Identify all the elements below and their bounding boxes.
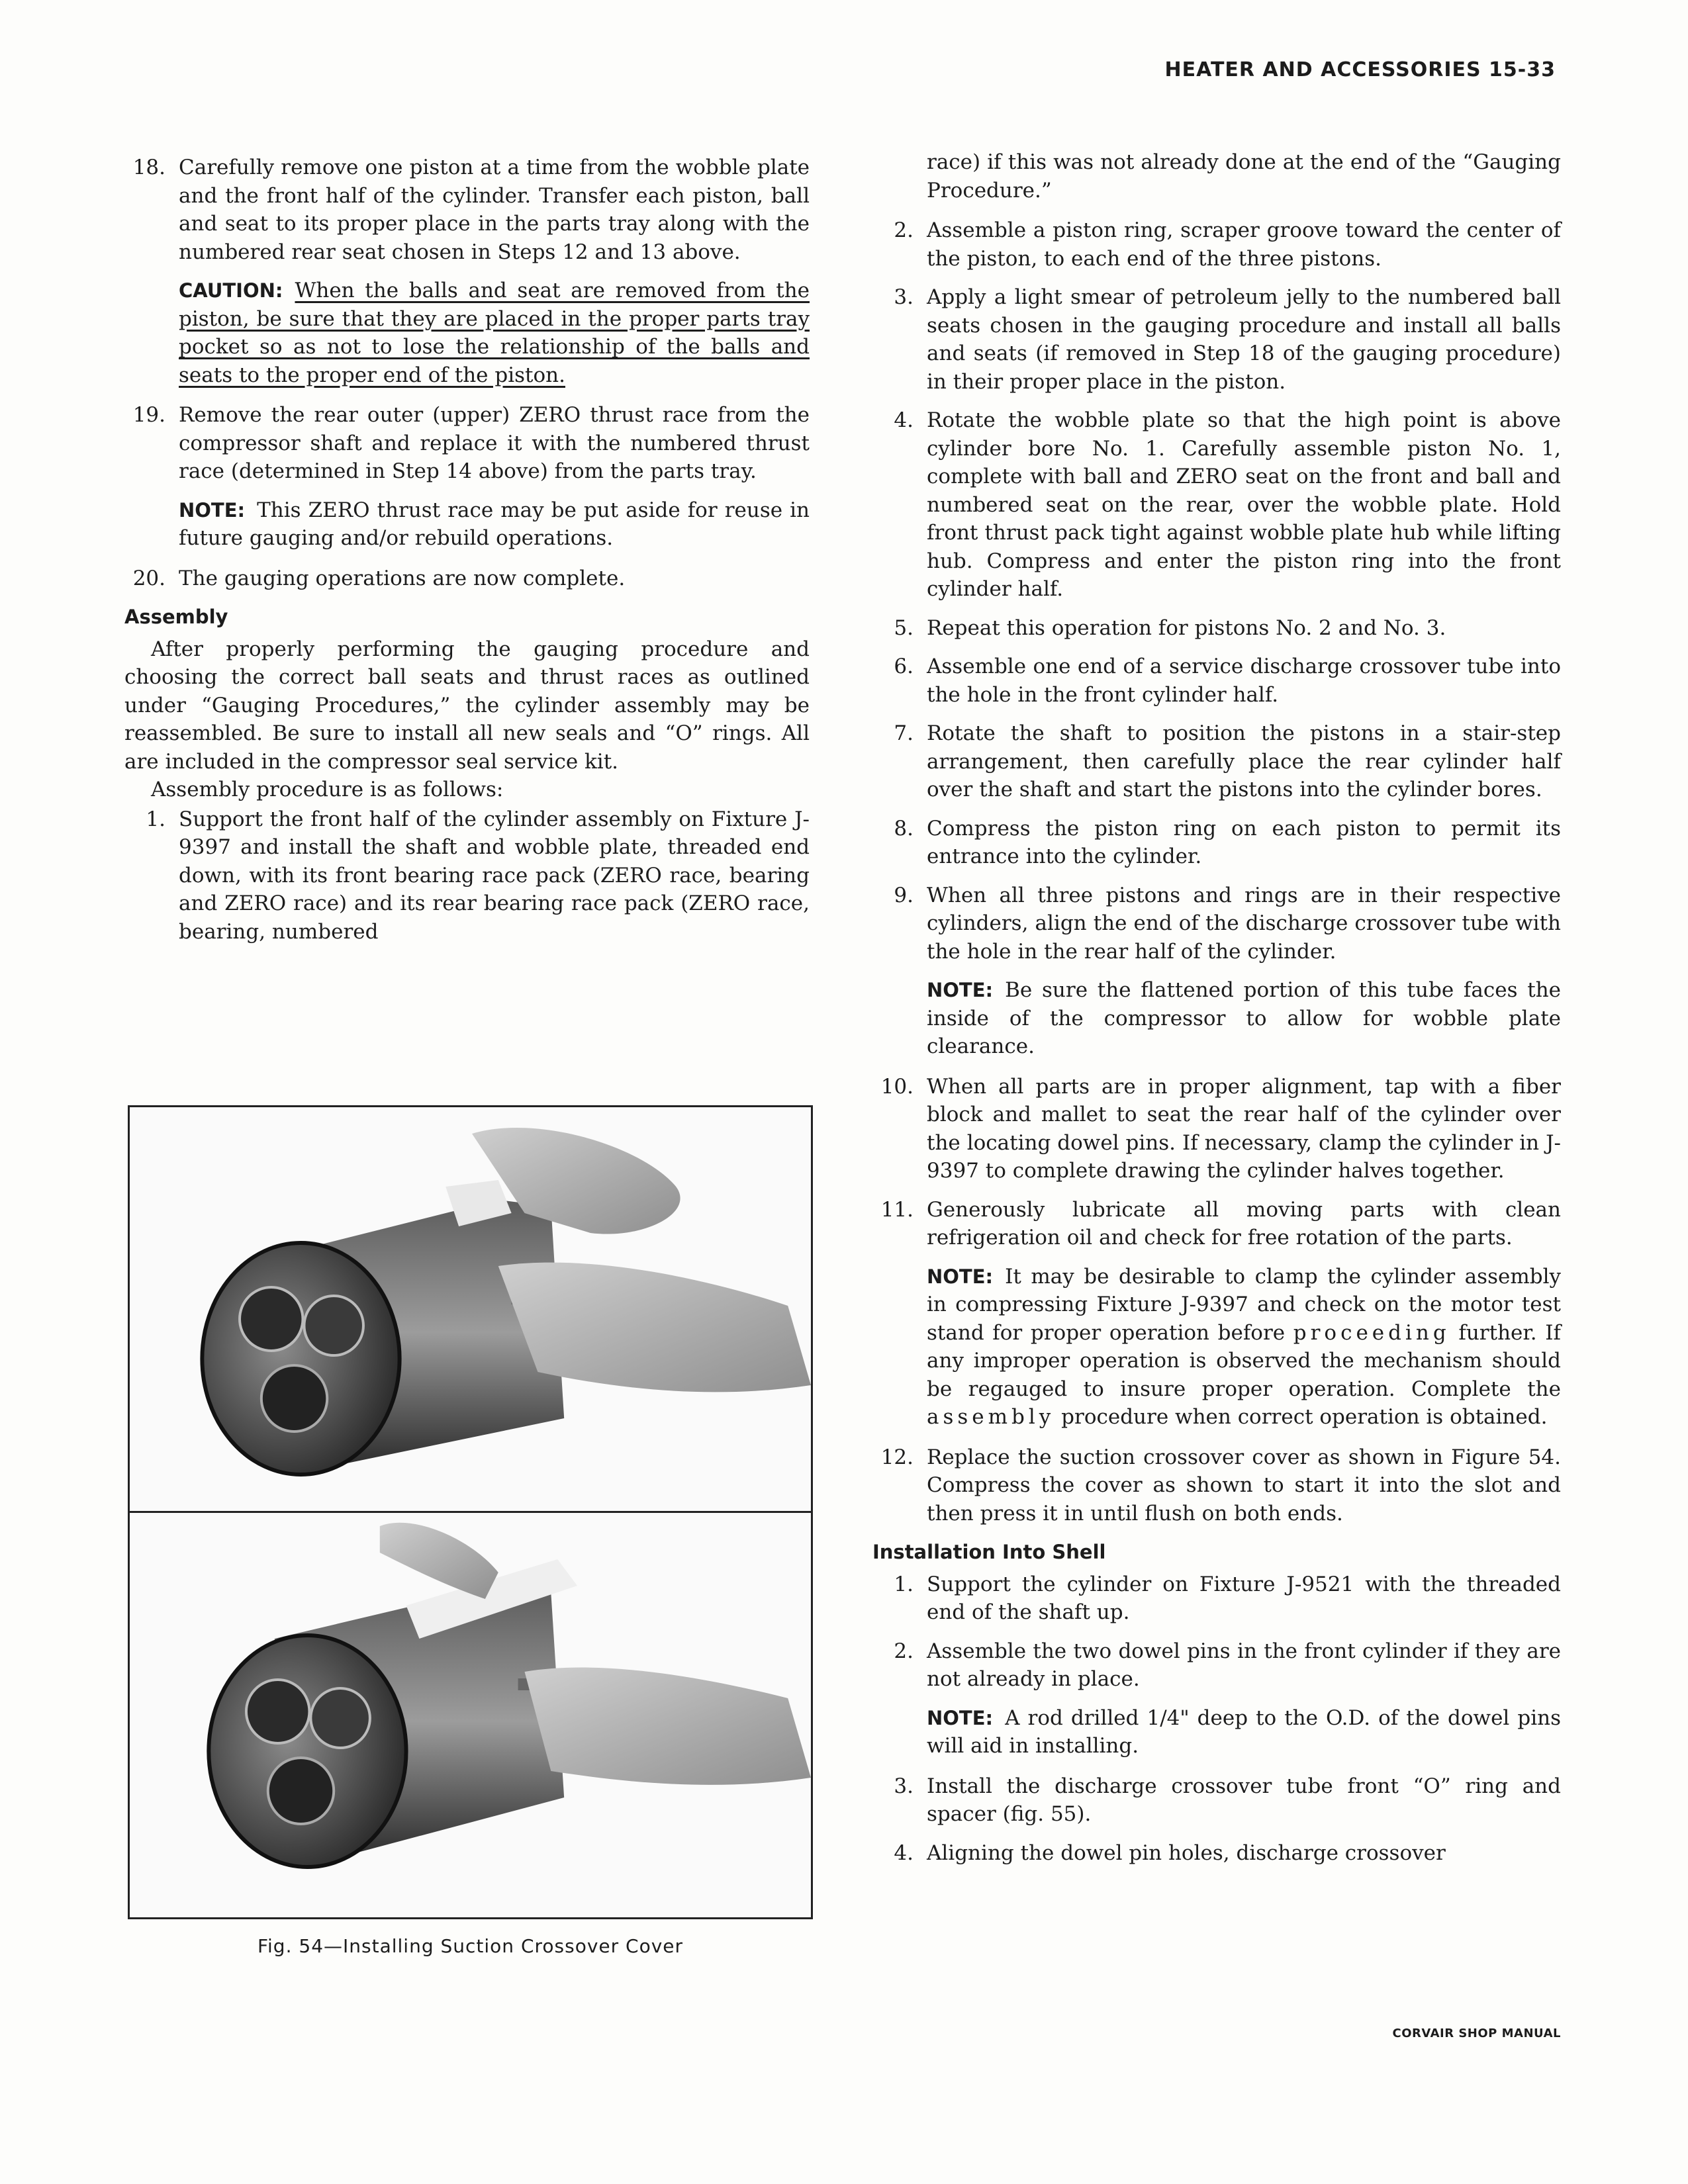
figure-caption: Fig. 54—Installing Suction Crossover Cover <box>257 1935 684 1957</box>
step-number: 3. <box>894 285 914 309</box>
left-column <box>124 154 810 956</box>
paragraph: After properly performing the gauging procedure and choosing the correct ball seats and thrust races as outlined under “Gauging Procedures,” the cylinder assembly may be reassembled. Be sure to install all new seals and “O” rings. All are included in the compressor seal service kit. <box>124 637 810 774</box>
step-number: 4. <box>894 408 914 432</box>
step-text: Carefully remove one piston at a time from the wobble plate and the front half of the cylinder. Transfer each piston, ball and seat to its proper place in the parts tray along with the numbered rear seat chosen in Steps 12 and 13 above. <box>179 156 810 264</box>
page-footer: CORVAIR SHOP MANUAL <box>1392 2026 1561 2040</box>
step-number: 19. <box>132 403 165 427</box>
install-step-2 <box>872 1637 1561 1694</box>
paragraph: Assembly procedure is as follows: <box>151 778 504 801</box>
right-column <box>872 148 1561 1878</box>
assembly-step-11 <box>872 1196 1561 1252</box>
photo-panel-bottom <box>130 1513 811 1917</box>
step-text: Apply a light smear of petroleum jelly to the numbered ball seats chosen in the gauging procedure and install all balls and seats (if removed in Step 18 of the gauging procedure) in their proper place in the piston. <box>927 285 1561 394</box>
step-text: Generously lubricate all moving parts with clean refrigeration oil and check for free rotation of the parts. <box>927 1197 1561 1250</box>
continued-text: race) if this was not already done at the end of the “Gauging Procedure.” <box>927 150 1561 203</box>
note-text: procedure when correct operation is obtained. <box>1061 1405 1548 1429</box>
section-heading-installation: Installation Into Shell <box>872 1541 1106 1563</box>
assembly-step-6 <box>872 653 1561 709</box>
note-text: A rod drilled 1/4" deep to the O.D. of the dowel pins will aid in installing. <box>927 1706 1561 1758</box>
step-number: 3. <box>894 1774 914 1798</box>
step-text: Assemble the two dowel pins in the front cylinder if they are not already in place. <box>927 1639 1561 1691</box>
assembly-step-3 <box>872 283 1561 396</box>
step-number: 11. <box>880 1197 914 1222</box>
step-number: 20. <box>132 566 165 590</box>
caution-label: CAUTION: <box>179 279 283 302</box>
step-number: 6. <box>894 655 914 678</box>
step-text: Repeat this operation for pistons No. 2 and No. 3. <box>927 615 1446 640</box>
step-number: 10. <box>880 1074 914 1099</box>
step-number: 5. <box>894 615 914 640</box>
note-text: Be sure the flattened portion of this tube faces the inside of the compressor to allow for wobble plate clearance. <box>927 978 1561 1058</box>
compressor-photo-image <box>130 1107 811 1511</box>
step-20 <box>124 565 810 593</box>
assembly-step-12 <box>872 1443 1561 1528</box>
step-text: The gauging operations are now complete. <box>179 566 626 590</box>
step-text: Remove the rear outer (upper) ZERO thrust race from the compressor shaft and replace it with the numbered thrust race (determined in Step 14 above) from the parts tray. <box>179 403 810 483</box>
step-number: 4. <box>894 1841 914 1865</box>
step-number: 12. <box>880 1445 914 1469</box>
note-label: NOTE: <box>927 1265 994 1288</box>
section-heading-assembly: Assembly <box>124 606 228 628</box>
install-step-3 <box>872 1772 1561 1829</box>
step-number: 1. <box>146 807 165 831</box>
step-text: Support the front half of the cylinder assembly on Fixture J-9397 and install the shaft and wobble plate, threaded end down, with its front bearing race pack (ZERO race, bearing and ZERO race) and its rear bearing race pack (ZERO race, bearing, numbered <box>179 807 810 944</box>
step-number: 1. <box>894 1572 914 1596</box>
step-text: Assemble a piston ring, scraper groove toward the center of the piston, to each end of the three pistons. <box>927 218 1561 271</box>
install-step-4 <box>872 1839 1561 1868</box>
step-text: Assemble one end of a service discharge crossover tube into the hole in the front cylinder half. <box>927 655 1561 707</box>
assembly-step-8 <box>872 815 1561 871</box>
step-number: 18. <box>132 156 165 179</box>
step-text: Compress the piston ring on each piston to permit its entrance into the cylinder. <box>927 816 1561 868</box>
step-text: Install the discharge crossover tube front “O” ring and spacer (fig. 55). <box>927 1774 1561 1826</box>
note-text: This ZERO thrust race may be put aside for reuse in future gauging and/or rebuild operations. <box>179 498 810 550</box>
note-label: NOTE: <box>927 979 994 1001</box>
step-text: Aligning the dowel pin holes, discharge crossover <box>927 1841 1446 1865</box>
step-number: 2. <box>894 1639 914 1663</box>
note-block <box>927 1704 1561 1760</box>
note-block <box>927 976 1561 1061</box>
note-label: NOTE: <box>179 498 246 522</box>
note-text: It may be desirable to clamp the cylinder assembly in compressing Fixture J-9397 and check on the motor test stand for proper operation before <box>927 1264 1561 1345</box>
page-header: HEATER AND ACCESSORIES 15-33 <box>1164 58 1556 81</box>
figure-54 <box>128 1105 813 1919</box>
assembly-step-9 <box>872 882 1561 966</box>
assembly-step-1 <box>124 805 810 946</box>
assembly-step-10 <box>872 1073 1561 1185</box>
step-text: When all parts are in proper alignment, tap with a fiber block and mallet to seat the rear half of the cylinder over the locating dowel pins. If necessary, clamp the cylinder in J-9397 to complete drawing the cylinder halves together. <box>927 1074 1561 1183</box>
install-step-1 <box>872 1570 1561 1627</box>
note-text: further. If any improper operation is observed the mechanism should be regauged to insure proper operation. Complete the <box>927 1320 1562 1401</box>
assembly-step-4 <box>872 406 1561 604</box>
assembly-step-7 <box>872 719 1561 804</box>
step-number: 7. <box>894 721 914 745</box>
step-text: When all three pistons and rings are in their respective cylinders, align the end of the discharge crossover tube with the hole in the rear half of the cylinder. <box>927 883 1561 964</box>
note-text-spaced: assembly <box>927 1405 1055 1429</box>
step-number: 9. <box>894 883 914 907</box>
step-text: Replace the suction crossover cover as shown in Figure 54. Compress the cover as shown to start it into the slot and then press it in until flush on both ends. <box>927 1445 1561 1525</box>
note-block <box>927 1263 1561 1432</box>
step-text: Support the cylinder on Fixture J-9521 with the threaded end of the shaft up. <box>927 1572 1561 1624</box>
note-block <box>179 496 810 553</box>
caution-text: When the balls and seat are removed from the piston, be sure that they are placed in the proper parts tray pocket so as not to lose the relationship of the balls and seats to the proper end of the piston. <box>179 279 810 387</box>
caution-block <box>179 277 810 389</box>
step-number: 2. <box>894 218 914 242</box>
assembly-step-2 <box>872 216 1561 273</box>
photo-panel-top <box>130 1107 811 1513</box>
note-text-spaced: proceeding <box>1293 1320 1450 1345</box>
step-18 <box>124 154 810 266</box>
step-19 <box>124 401 810 486</box>
step-number: 8. <box>894 816 914 841</box>
compressor-photo-image <box>130 1513 811 1917</box>
assembly-step-5 <box>872 614 1561 643</box>
step-text: Rotate the shaft to position the pistons in a stair-step arrangement, then carefully place the rear cylinder half over the shaft and start the pistons into the cylinder bores. <box>927 721 1561 801</box>
step-text: Rotate the wobble plate so that the high point is above cylinder bore No. 1. Carefully assemble piston No. 1, complete with ball and ZERO seat on the front and ball and numbered seat on the rear, over the wobble plate. Hold front thrust pack tight against wobble plate hub while lifting hub. Compress and enter the piston ring into the front cylinder half. <box>927 408 1561 601</box>
note-label: NOTE: <box>927 1706 994 1729</box>
